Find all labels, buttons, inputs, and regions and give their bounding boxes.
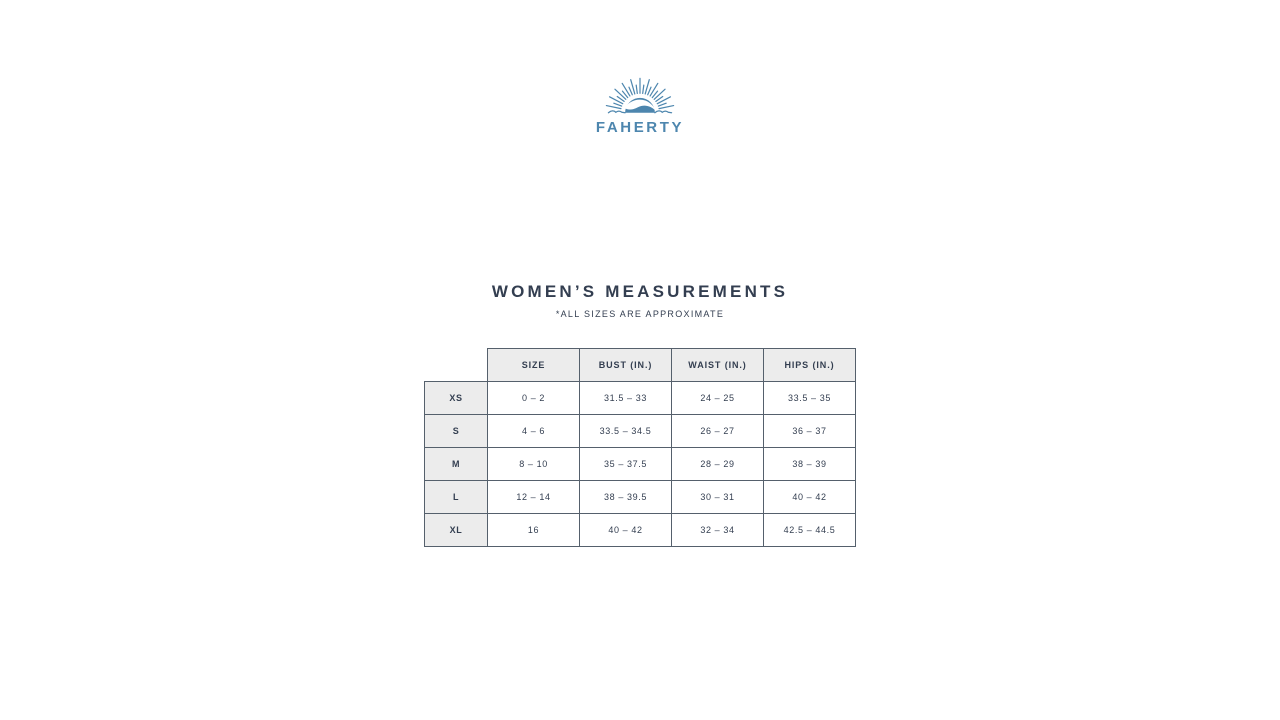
table-row-l <box>425 481 856 514</box>
cell-size: 12 – 14 <box>488 481 580 514</box>
column-header-bust: BUST (IN.) <box>580 349 672 382</box>
brand-wordmark: FAHERTY <box>595 119 685 137</box>
table-row-xl <box>425 514 856 547</box>
cell-bust: 35 – 37.5 <box>580 448 672 481</box>
row-label: M <box>425 448 488 481</box>
row-label: S <box>425 415 488 448</box>
table-row-s <box>425 415 856 448</box>
cell-waist: 32 – 34 <box>672 514 764 547</box>
cell-hips: 33.5 – 35 <box>764 382 856 415</box>
cell-bust: 40 – 42 <box>580 514 672 547</box>
measurements-table <box>424 348 856 547</box>
corner-cell <box>425 349 488 382</box>
cell-bust: 33.5 – 34.5 <box>580 415 672 448</box>
table-row-xs <box>425 382 856 415</box>
row-label: L <box>425 481 488 514</box>
page-title: WOMEN’S MEASUREMENTS <box>491 282 789 302</box>
cell-bust: 38 – 39.5 <box>580 481 672 514</box>
header-row <box>425 349 856 382</box>
cell-waist: 28 – 29 <box>672 448 764 481</box>
horizon-right <box>655 111 672 113</box>
cell-hips: 36 – 37 <box>764 415 856 448</box>
cell-hips: 40 – 42 <box>764 481 856 514</box>
row-label: XL <box>425 514 488 547</box>
cell-size: 8 – 10 <box>488 448 580 481</box>
cell-hips: 42.5 – 44.5 <box>764 514 856 547</box>
table-row-m <box>425 448 856 481</box>
cell-hips: 38 – 39 <box>764 448 856 481</box>
column-header-size: SIZE <box>488 349 580 382</box>
cell-waist: 26 – 27 <box>672 415 764 448</box>
cell-waist: 24 – 25 <box>672 382 764 415</box>
page-subtitle: *ALL SIZES ARE APPROXIMATE <box>555 309 725 320</box>
brand-logo <box>575 70 705 136</box>
column-header-hips: HIPS (IN.) <box>764 349 856 382</box>
cell-waist: 30 – 31 <box>672 481 764 514</box>
cell-size: 0 – 2 <box>488 382 580 415</box>
horizon-left <box>608 111 625 113</box>
row-label: XS <box>425 382 488 415</box>
faherty-sun-wave-icon <box>575 70 705 118</box>
column-header-waist: WAIST (IN.) <box>672 349 764 382</box>
cell-size: 16 <box>488 514 580 547</box>
cell-size: 4 – 6 <box>488 415 580 448</box>
main-content <box>424 136 856 547</box>
cell-bust: 31.5 – 33 <box>580 382 672 415</box>
